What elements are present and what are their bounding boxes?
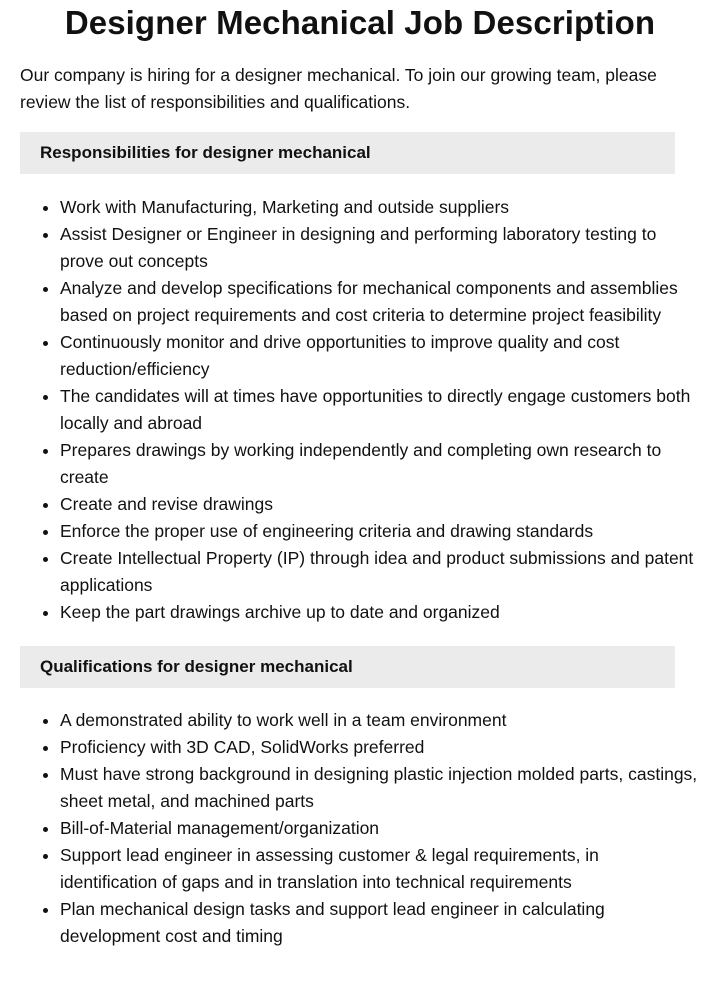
list-item: Bill-of-Material management/organization: [60, 815, 700, 842]
list-item: Support lead engineer in assessing customer & legal requirements, in identification of gaps and in translation into technical requirements: [60, 842, 700, 896]
list-item: Assist Designer or Engineer in designing and performing laboratory testing to prove out concepts: [60, 221, 700, 275]
responsibilities-header: Responsibilities for designer mechanical: [20, 132, 675, 174]
list-item: Proficiency with 3D CAD, SolidWorks preferred: [60, 734, 700, 761]
list-item: The candidates will at times have opportunities to directly engage customers both locally and abroad: [60, 383, 700, 437]
list-item: Must have strong background in designing plastic injection molded parts, castings, sheet metal, and machined parts: [60, 761, 700, 815]
list-item: Prepares drawings by working independently and completing own research to create: [60, 437, 700, 491]
list-item: Enforce the proper use of engineering criteria and drawing standards: [60, 518, 700, 545]
list-item: Analyze and develop specifications for mechanical components and assemblies based on project requirements and cost criteria to determine project feasibility: [60, 275, 700, 329]
qualifications-list: [20, 707, 700, 950]
list-item: Keep the part drawings archive up to date and organized: [60, 599, 700, 626]
list-item: Work with Manufacturing, Marketing and outside suppliers: [60, 194, 700, 221]
list-item: Create Intellectual Property (IP) through idea and product submissions and patent applications: [60, 545, 700, 599]
list-item: Plan mechanical design tasks and support lead engineer in calculating development cost and timing: [60, 896, 700, 950]
list-item: Continuously monitor and drive opportunities to improve quality and cost reduction/efficiency: [60, 329, 700, 383]
list-item: Create and revise drawings: [60, 491, 700, 518]
responsibilities-list: [20, 194, 700, 626]
qualifications-header: Qualifications for designer mechanical: [20, 646, 675, 688]
intro-paragraph: Our company is hiring for a designer mechanical. To join our growing team, please review the list of responsibilities and qualifications.: [20, 65, 657, 112]
page-title: Designer Mechanical Job Description: [64, 4, 656, 41]
list-item: A demonstrated ability to work well in a team environment: [60, 707, 700, 734]
